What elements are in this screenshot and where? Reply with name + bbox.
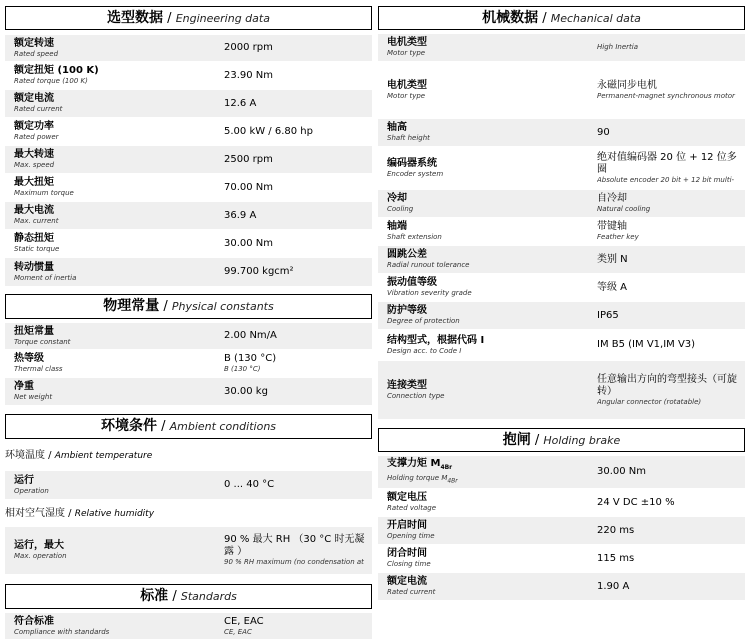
spec-label-en: Holding torque (387, 474, 440, 483)
spec-row-rated-speed (5, 35, 372, 61)
spec-label-en: Rated current (387, 588, 436, 596)
spec-row-vibration-grade (378, 274, 745, 301)
spec-label-en: Shaft height (387, 134, 430, 142)
spec-label: 额定功率 (14, 121, 54, 132)
spec-label-en: Degree of protection (387, 317, 460, 325)
spec-row-static-torque (5, 230, 372, 257)
torque-symbol-en-sub: 4Br (447, 477, 458, 485)
spec-label: 防护等级 (387, 305, 427, 316)
spec-row-shaft-extension (378, 218, 745, 245)
ambient-title-en: Ambient conditions (169, 420, 277, 433)
spec-value-en: 90 % RH maximum (no condensation at (224, 558, 364, 566)
spec-label: 热等级 (14, 353, 44, 364)
spec-value: IP65 (597, 309, 619, 321)
mechanical-title-en: Mechanical data (550, 12, 641, 25)
spec-value-en: Natural cooling (597, 205, 651, 213)
spec-row-max-torque (5, 174, 372, 201)
spec-value: 90 (597, 126, 610, 138)
spec-row-max-operation-humidity (5, 527, 372, 574)
engineering-title-en: Engineering data (175, 12, 270, 25)
spec-value: 30.00 Nm (224, 237, 274, 249)
spec-label-en: Thermal class (14, 365, 63, 373)
spec-row-max-speed (5, 146, 372, 173)
torque-symbol: M (430, 458, 441, 470)
brake-title-zh: 抱闸 (502, 432, 531, 448)
ambient-title-zh: 环境条件 (100, 418, 157, 434)
mechanical-title-sep: / (538, 11, 551, 26)
spec-value: 等级 A (597, 281, 628, 293)
spec-label-en: Closing time (387, 560, 431, 568)
spec-value-en: High Inertia (597, 43, 638, 51)
spec-label-en: Motor type (387, 49, 426, 57)
spec-label: 额定电流 (14, 93, 54, 104)
spec-value: 绝对值编码器 20 位 + 12 位多圈 (597, 151, 737, 175)
spec-label: 运行，最大 (14, 540, 64, 551)
spec-row-encoder-system (378, 147, 745, 189)
spec-row-brake-rated-current (378, 573, 745, 600)
brake-title-en: Holding brake (543, 434, 621, 447)
brake-title-sep: / (530, 433, 544, 448)
ambient-title-sep: / (156, 419, 170, 434)
spec-value-en: Feather key (597, 233, 639, 241)
spec-label-en: Connection type (387, 391, 445, 400)
spec-label-en: Net weight (14, 393, 53, 401)
spec-row-net-weight (5, 378, 372, 405)
holding-brake-header (378, 428, 745, 452)
ambient-temp-zh: 环境温度 (5, 450, 45, 461)
spec-row-radial-runout (378, 246, 745, 273)
spec-label: 结构型式，根据代码 I (387, 334, 485, 346)
standards-title-en: Standards (180, 590, 237, 603)
spec-label: 开启时间 (387, 520, 427, 531)
spec-label: 支撑力矩 (387, 458, 427, 470)
spec-value: 任意输出方向的弯型接头（可旋转） (597, 373, 737, 397)
spec-label: 额定转速 (14, 37, 54, 49)
spec-label-en: Rated voltage (387, 504, 437, 512)
spec-value: 自冷却 (597, 193, 627, 204)
spec-value-en: Angular connector (rotatable) (597, 397, 702, 406)
spec-label: 最大转速 (14, 149, 54, 160)
spec-value: IM B5 (IM V1,IM V3) (597, 339, 696, 350)
spec-row-operation-temp (5, 471, 372, 499)
spec-label: 转动惯量 (14, 261, 54, 273)
spec-row-connection-type (378, 361, 745, 419)
ambient-temperature-heading: 环境温度 / Ambient temperature (5, 450, 153, 461)
spec-label-en: Compliance with standards (14, 627, 110, 636)
spec-label: 连接类型 (387, 379, 427, 391)
spec-row-moment-of-inertia (5, 258, 372, 286)
spec-label: 额定扭矩 (100 K) (14, 65, 99, 76)
spec-label: 电机类型 (387, 37, 427, 48)
spec-label-en: Rated torque (100 K) (14, 77, 88, 85)
spec-label: 冷却 (387, 193, 407, 204)
mechanical-title-zh: 机械数据 (482, 10, 539, 26)
spec-value: 99.700 kgcm² (224, 266, 294, 277)
spec-value: 类别 N (597, 253, 628, 265)
spec-label-en: Shaft extension (387, 233, 442, 241)
spec-value: 2.00 Nm/A (224, 330, 277, 341)
torque-symbol-sub: 4Br (440, 464, 453, 472)
spec-label-en: Max. current (14, 217, 59, 225)
spec-row-design-code (378, 330, 745, 360)
spec-row-closing-time (378, 545, 745, 572)
spec-label: 编码器系统 (387, 157, 437, 169)
spec-row-rated-torque (5, 62, 372, 89)
spec-label: 净重 (14, 381, 34, 392)
spec-value: 0 ... 40 °C (224, 479, 275, 490)
spec-value: 带键轴 (597, 221, 627, 232)
spec-label-en: Opening time (387, 532, 435, 540)
spec-row-motor-type (378, 62, 745, 118)
spec-row-torque-constant (5, 323, 372, 349)
spec-label-en: Vibration severity grade (387, 289, 472, 297)
standards-title-sep: / (168, 589, 181, 604)
spec-row-rated-power (5, 118, 372, 145)
spec-label: 静态扭矩 (14, 233, 54, 244)
spec-label-en: Torque constant (14, 337, 71, 346)
spec-value-en: Absolute encoder 20 bit + 12 bit multi- (597, 175, 735, 184)
spec-row-motor-type-inertia (378, 34, 745, 61)
spec-row-cooling (378, 190, 745, 217)
spec-row-holding-torque (378, 456, 745, 488)
spec-value: CE, EAC (224, 615, 264, 627)
spec-label-en: Max. speed (14, 161, 55, 169)
spec-label-en: Rated current (14, 105, 63, 113)
spec-value: 220 ms (597, 524, 635, 536)
humidity-en: Relative humidity (74, 509, 155, 519)
spec-label: 额定电流 (387, 576, 427, 587)
spec-value: 12.6 A (224, 97, 257, 109)
spec-row-standards-compliance (5, 613, 372, 639)
physical-title-zh: 物理常量 (103, 298, 160, 314)
spec-value: 1.90 A (597, 580, 630, 592)
spec-label-en: Static torque (14, 245, 60, 253)
spec-row-rated-voltage (378, 489, 745, 516)
physical-title-en: Physical constants (171, 300, 274, 313)
physical-title-sep: / (159, 299, 172, 314)
spec-label-en: Radial runout tolerance (387, 261, 470, 269)
relative-humidity-heading: 相对空气湿度 / Relative humidity (5, 508, 155, 519)
spec-label-en: Max. operation (14, 552, 67, 560)
standards-title-zh: 标准 (140, 588, 169, 604)
spec-value: 115 ms (597, 552, 635, 564)
spec-label-en: Cooling (387, 205, 414, 213)
spec-label: 电机类型 (387, 79, 427, 91)
spec-value: 90 % 最大 RH （30 °C 时无凝露 ） (224, 534, 365, 557)
spec-value: 2500 rpm (224, 153, 273, 165)
spec-value: 2000 rpm (224, 42, 273, 53)
spec-value: 36.9 A (224, 209, 257, 221)
spec-label-en: Rated speed (14, 49, 59, 58)
spec-value: 30.00 kg (224, 385, 268, 397)
spec-label-en: Operation (14, 486, 49, 495)
spec-label: 扭矩常量 (14, 325, 54, 337)
spec-label-en: Rated power (14, 133, 59, 141)
spec-value: 70.00 Nm (224, 181, 274, 193)
humidity-zh: 相对空气湿度 (5, 508, 65, 519)
engineering-data-header (5, 6, 372, 30)
spec-value: 5.00 kW / 6.80 hp (224, 125, 313, 137)
spec-row-thermal-class (5, 350, 372, 377)
standards-header (5, 584, 372, 609)
ambient-conditions-header (5, 414, 372, 439)
physical-constants-header (5, 294, 372, 319)
spec-label-en: Motor type (387, 91, 426, 100)
spec-value: 永磁同步电机 (597, 79, 657, 91)
spec-value: B (130 °C) (224, 353, 277, 364)
spec-value-en: B (130 °C) (224, 365, 261, 373)
spec-value: 30.00 Nm (597, 466, 647, 477)
spec-label: 额定电压 (387, 492, 427, 503)
spec-row-rated-current (5, 90, 372, 117)
spec-label: 闭合时间 (387, 548, 427, 559)
spec-row-opening-time (378, 517, 745, 544)
spec-label: 最大扭矩 (14, 177, 54, 188)
engineering-title-zh: 选型数据 (107, 10, 164, 26)
spec-value-en: CE, EAC (224, 627, 252, 636)
spec-row-degree-of-protection (378, 302, 745, 329)
spec-label: 圆跳公差 (387, 249, 427, 260)
ambient-temp-en: Ambient temperature (54, 451, 153, 461)
spec-label-en: Encoder system (387, 169, 444, 178)
spec-label-en: Moment of inertia (14, 273, 77, 282)
spec-label-en: Maximum torque (14, 189, 74, 197)
engineering-title-sep: / (163, 11, 176, 26)
spec-label: 符合标准 (14, 615, 54, 627)
spec-value: 23.90 Nm (224, 69, 274, 81)
torque-symbol-en: M (441, 474, 448, 483)
spec-label-en: Design acc. to Code I (387, 346, 462, 355)
mechanical-data-header (378, 6, 745, 30)
spec-value-en: Permanent-magnet synchronous motor (597, 91, 735, 100)
spec-label: 运行 (14, 474, 34, 486)
spec-label: 振动值等级 (387, 277, 437, 288)
spec-label: 最大电流 (14, 205, 54, 216)
spec-label: 轴端 (387, 221, 407, 232)
spec-label: 轴高 (387, 122, 407, 133)
spec-row-shaft-height (378, 119, 745, 146)
spec-value: 24 V DC ±10 % (597, 496, 675, 508)
spec-row-max-current (5, 202, 372, 229)
